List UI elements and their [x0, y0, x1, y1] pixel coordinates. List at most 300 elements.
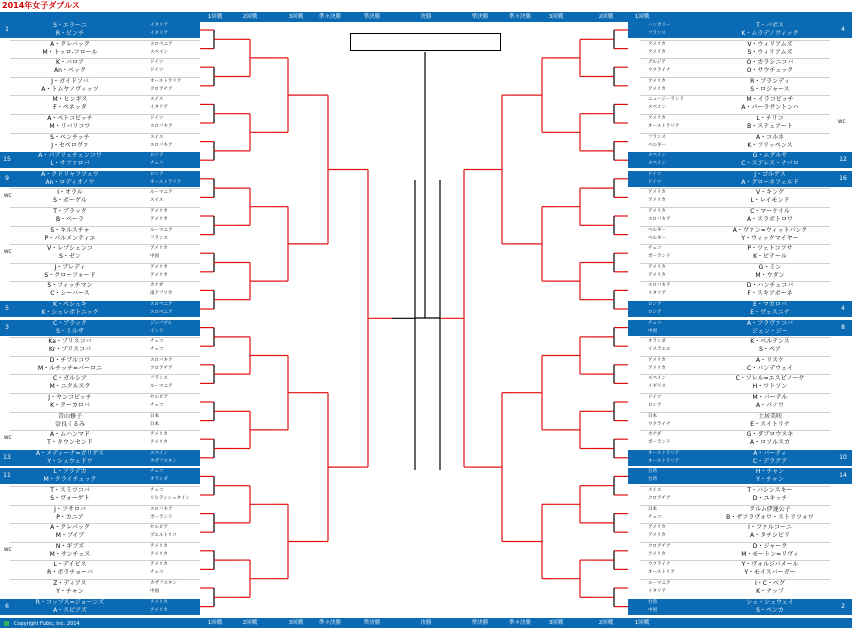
player-name: ジェン・ジー	[752, 327, 788, 335]
player-country: ドイツ	[648, 171, 662, 177]
player-name: V・レプシェンコ	[47, 245, 93, 253]
seed-number: 16	[839, 174, 847, 182]
player-country: アメリカ	[648, 525, 666, 531]
player-name: K・ペシュキ	[53, 301, 87, 308]
player-name: C・デラクア	[752, 457, 788, 465]
player-name: S・ベンチッチ	[50, 133, 90, 141]
player-country: クロアチア	[150, 365, 173, 371]
player-country: ロシア	[648, 403, 662, 408]
seed-number: 4	[841, 305, 845, 312]
player-country: スペイン	[648, 161, 666, 167]
player-country: アメリカ	[150, 246, 168, 252]
player-name: J・ブレディ	[54, 263, 86, 271]
player-country: ベルギー	[648, 142, 666, 148]
round-label-right: 2回戦	[598, 14, 614, 20]
player-country: インド	[150, 328, 164, 334]
player-country: アメリカ	[648, 41, 666, 47]
player-country: アメリカ	[150, 272, 168, 278]
player-country: スロバキア	[150, 357, 173, 363]
player-name: C・ガルシア	[52, 375, 88, 383]
player-country: スペイン	[648, 153, 666, 159]
player-name: K・フリッペンス	[747, 141, 793, 149]
player-name: M・ニクルスク	[49, 383, 91, 391]
player-country: ポーランド	[150, 514, 173, 520]
player-country: ウクライナ	[648, 68, 671, 74]
wildcard-label: WC	[4, 547, 12, 553]
player-name: M・クライチェック	[43, 476, 97, 484]
player-country: フランス	[150, 235, 168, 241]
player-name: K・ムラデノヴィック	[741, 30, 799, 37]
player-name: M・トッロ-フロール	[42, 48, 98, 56]
player-country: ベルギー	[648, 227, 666, 233]
round-label-left: 準々決勝	[318, 14, 342, 20]
player-country: ドイツ	[648, 179, 662, 185]
player-name: A・スラボトロワ	[746, 216, 794, 223]
player-name: A・タチシビリ	[750, 532, 790, 540]
player-name: B・ザフラヴォワ・ストリツォワ	[726, 513, 814, 521]
player-country: グルジア	[648, 60, 666, 66]
player-country: ドイツ	[648, 395, 662, 400]
player-country: アメリカ	[648, 533, 666, 539]
player-country: ポーランド	[648, 254, 671, 260]
player-name: 奈良くるみ	[54, 420, 85, 428]
player-country: アメリカ	[150, 432, 168, 438]
player-name: A・ペトコビッチ	[47, 115, 93, 122]
round-label-left: 2回戦	[242, 620, 258, 626]
player-country: ルーマニア	[648, 581, 671, 586]
player-name: A・メディーナ=ガリゲス	[35, 449, 105, 457]
seed-number: 15	[3, 156, 11, 164]
player-name: S・キルスチャ	[50, 226, 90, 234]
player-name: T・バボス	[756, 22, 784, 29]
champion-box	[350, 33, 501, 51]
round-label-left: 2回戦	[242, 14, 258, 20]
player-country: ルーマニア	[150, 190, 173, 196]
player-country: チェコ	[648, 514, 662, 520]
player-name: Y・ヴォルジバメール	[741, 561, 799, 569]
round-label-right: 1回戦	[634, 14, 650, 20]
player-country: ロシア	[150, 171, 164, 177]
player-country: アメリカ	[150, 264, 168, 270]
player-name: M・ブイブ	[55, 532, 85, 540]
player-name: T・タウンセンド	[47, 439, 93, 447]
player-name: G・ミン	[758, 263, 782, 271]
player-name: R・ビンチ	[55, 30, 85, 37]
player-country: チェコ	[648, 320, 662, 326]
player-name: B・ベーラ	[55, 216, 85, 223]
player-country: オーストラリア	[150, 179, 182, 185]
player-name: Ka・プリスコバ	[48, 338, 92, 346]
player-country: カザフスタン	[150, 581, 177, 586]
player-country: アメリカ	[150, 599, 168, 605]
player-name: S・ボーゲル	[53, 197, 87, 205]
player-name: M・サンチェス	[49, 550, 91, 558]
wildcard-label: WC	[4, 194, 12, 200]
round-label-left: 3回戦	[288, 620, 304, 626]
player-country: ロシア	[648, 302, 662, 307]
player-name: Z・ディアス	[53, 580, 87, 587]
player-country: クロアチア	[648, 543, 671, 549]
player-name: S・ロジャース	[750, 85, 790, 93]
player-name: C・バンデウェイ	[747, 364, 793, 372]
player-country: アメリカ	[150, 209, 168, 214]
player-country: イタリア	[150, 105, 168, 111]
player-name: C・ブラック	[52, 319, 88, 327]
player-name: F・ペネッタ	[53, 104, 87, 112]
player-name: M・ウダン	[755, 271, 785, 279]
player-country: カザフスタン	[150, 458, 177, 464]
player-name: V・キング	[756, 189, 784, 197]
player-name: A・パブリュチェンコワ	[38, 152, 102, 160]
player-name: J・ガイドソバ	[51, 77, 89, 85]
player-country: スペイン	[648, 376, 666, 382]
seed-number: 13	[3, 453, 11, 461]
player-name: A・スピアズ	[53, 606, 87, 614]
player-country: スイス	[648, 488, 662, 493]
player-country: アメリカ	[648, 272, 666, 278]
player-country: アメリカ	[648, 78, 666, 84]
player-name: I・ファルコーニ	[748, 524, 792, 532]
player-country: チェコ	[150, 339, 164, 345]
player-name: A・ロソルスカ	[750, 439, 790, 447]
player-country: 日本	[648, 506, 657, 512]
player-name: K・クーカロバ	[50, 402, 90, 409]
player-country: チェコ	[150, 161, 164, 167]
player-name: J・ゴルゲス	[754, 170, 786, 178]
player-name: T・スミツコバ	[50, 487, 90, 494]
player-country: オーストラリア	[648, 124, 680, 129]
seed-number: 3	[5, 323, 9, 331]
player-country: チェコ	[150, 469, 164, 475]
player-name: D・ハンチュコバ	[746, 282, 794, 290]
player-country: ルーマニア	[150, 227, 173, 233]
player-name: G・ムグルサ	[752, 152, 788, 160]
player-country: スイス	[150, 134, 164, 140]
player-name: L・サファロバ	[50, 160, 90, 168]
player-name: クルム伊達公子	[749, 505, 791, 513]
seed-number: 12	[839, 156, 847, 164]
player-country: オーストラリア	[150, 78, 182, 84]
player-name: Y・チャン	[56, 588, 84, 595]
player-name: T・バシンスキー	[747, 487, 793, 494]
player-name: P・カニア	[56, 513, 84, 521]
player-name: K・ベルテンス	[750, 338, 790, 346]
player-name: Kr・プリスコバ	[48, 346, 92, 354]
seed-number: 10	[839, 453, 847, 461]
player-name: シェ・シュウェイ	[746, 598, 794, 606]
player-name: E・ヴェスニナ	[750, 309, 790, 316]
player-name: Y・チャン	[756, 476, 784, 484]
player-country: チェコ	[648, 246, 662, 252]
player-name: S・ペンカ	[756, 606, 784, 614]
player-country: イタリア	[648, 291, 666, 297]
player-country: スロベニア	[150, 310, 173, 315]
round-label-left: 準決勝	[363, 14, 381, 20]
player-country: 台湾	[648, 469, 657, 475]
player-name: D・ユキッチ	[752, 495, 788, 502]
round-label-final: 決勝	[420, 620, 432, 626]
player-country: 日本	[648, 413, 657, 419]
player-country: 中国	[150, 589, 159, 594]
player-name: Y・ウィックマイヤー	[741, 234, 799, 242]
player-name: Y・シュウェドワ	[47, 457, 93, 465]
player-name: Y・モイスバーガー	[744, 569, 796, 577]
wildcard-label: WC	[4, 250, 12, 256]
player-name: S・エラーニ	[53, 22, 87, 29]
player-country: フランス	[648, 134, 666, 140]
player-country: ポーランド	[648, 440, 671, 446]
player-name: D・チブルコワ	[49, 356, 91, 364]
round-label-right: 準決勝	[471, 620, 489, 626]
player-name: A・トムヤノヴィッツ	[41, 85, 99, 93]
player-name: A・ヴァン=ウィットバンク	[732, 226, 808, 234]
seed-number: 5	[5, 305, 9, 312]
player-country: ハンガリー	[648, 23, 671, 28]
seed-number: 4	[841, 26, 845, 33]
player-name: S・ペア	[759, 346, 781, 354]
player-country: アメリカ	[648, 198, 666, 204]
round-label-right: 準々決勝	[508, 620, 532, 626]
player-name: L・チリコ	[756, 115, 784, 122]
player-country: アメリカ	[150, 551, 168, 557]
player-country: セルビア	[150, 525, 168, 531]
player-country: カナダ	[150, 283, 164, 289]
player-name: S・クローフォード	[44, 271, 96, 279]
player-country: ウクライナ	[648, 562, 671, 568]
player-name: T・ブラック	[53, 208, 87, 215]
player-name: H・ワトソン	[752, 383, 788, 391]
player-name: A・コルネ	[756, 133, 784, 141]
player-country: ウクライナ	[648, 421, 671, 427]
player-country: 中国	[648, 607, 657, 613]
player-name: 土居美咲	[757, 412, 782, 420]
seed-number: 8	[841, 323, 845, 331]
player-country: アメリカ	[648, 551, 666, 557]
player-name: C・ソレル=エスピノーサ	[735, 375, 805, 383]
player-name: An・ロディオノワ	[45, 178, 95, 186]
player-name: K・シュレボトニック	[41, 309, 99, 316]
player-name: K・ナップ	[756, 588, 784, 595]
round-label-right: 準決勝	[471, 14, 489, 20]
player-name: M・バーテル	[752, 394, 788, 401]
seed-number: 6	[5, 602, 9, 610]
player-country: オーストラリア	[648, 458, 680, 464]
player-country: スイス	[150, 97, 164, 103]
player-country: ロシア	[150, 153, 164, 159]
player-name: H・チャン	[755, 468, 785, 476]
round-label-left: 準々決勝	[318, 620, 342, 626]
wildcard-label: WC	[838, 120, 846, 125]
player-country: アメリカ	[150, 543, 168, 549]
player-name: L・レイモンド	[750, 197, 790, 205]
player-name: R・コップス=ジョーンズ	[35, 598, 105, 606]
round-label-right: 3回戦	[548, 14, 564, 20]
round-label-right: 1回戦	[634, 620, 650, 626]
player-country: チェコ	[150, 488, 164, 493]
player-country: 南アフリカ	[150, 291, 173, 297]
player-country: イスラエル	[648, 347, 671, 353]
player-country: アメリカ	[648, 365, 666, 371]
player-country: イタリア	[150, 31, 168, 36]
player-country: ベルギー	[648, 235, 666, 241]
round-label-final: 決勝	[420, 14, 432, 20]
round-label-left: 1回戦	[207, 620, 223, 626]
player-name: D・ジャーク	[752, 542, 788, 550]
player-country: スロバキア	[150, 506, 173, 512]
page-title: 2014年女子ダブルス	[2, 1, 80, 10]
player-country: アメリカ	[648, 86, 666, 92]
round-label-left: 3回戦	[288, 14, 304, 20]
player-name: E・スイトリナ	[750, 420, 790, 428]
player-country: アメリカ	[648, 357, 666, 363]
player-name: P・パルメンティエ	[44, 234, 96, 242]
player-country: ニュージーランド	[648, 97, 684, 103]
player-country: アメリカ	[648, 209, 666, 214]
player-country: ロシア	[648, 310, 662, 315]
player-country: スロバキア	[150, 124, 173, 129]
player-country: チェコ	[150, 347, 164, 353]
player-country: オランダ	[150, 477, 168, 483]
player-name: M・イラコビッチ	[746, 96, 794, 104]
player-name: N・ギブズ	[55, 542, 85, 550]
player-country: セルビア	[150, 395, 168, 400]
player-name: A・ムハンマド	[49, 431, 91, 439]
wildcard-label: WC	[4, 436, 12, 442]
player-name: O・カラシニコバ	[746, 59, 794, 67]
player-name: K・バロア	[56, 59, 84, 67]
player-name: O・サウチュック	[746, 67, 794, 75]
player-country: アメリカ	[648, 264, 666, 270]
player-name: A・クレバック	[50, 40, 90, 48]
player-country: イタリア	[150, 23, 168, 28]
copyright-text: Copyright Fubic, Inc. 2014	[14, 621, 80, 627]
player-country: スロバキア	[150, 142, 173, 148]
player-name: L・フラデカ	[53, 468, 87, 476]
player-name: S・フィッチマン	[47, 282, 93, 290]
round-label-right: 準々決勝	[508, 14, 532, 20]
player-name: L・デイビス	[53, 561, 87, 569]
player-country: 日本	[150, 421, 159, 427]
player-name: J・セペロヴァ	[51, 141, 89, 149]
player-country: スロベニア	[150, 41, 173, 47]
player-country: ルーマニア	[150, 384, 173, 390]
player-name: M・ヒンギス	[52, 96, 88, 104]
player-name: B・ステュアート	[747, 123, 793, 130]
player-name: S・ウィリアムズ	[747, 48, 793, 56]
round-label-left: 1回戦	[207, 14, 223, 20]
player-country: スペイン	[150, 450, 168, 456]
player-country: 日本	[150, 413, 159, 419]
player-name: 青山修子	[57, 412, 82, 420]
player-name: A・パノワ	[755, 402, 785, 409]
seed-number: 9	[5, 174, 9, 182]
round-label-right: 2回戦	[598, 620, 614, 626]
round-label-left: 準決勝	[363, 620, 381, 626]
player-country: スペイン	[648, 105, 666, 111]
player-country: ドイツ	[150, 116, 164, 121]
player-country: クロアチア	[150, 86, 173, 92]
player-country: アメリカ	[150, 562, 168, 568]
player-name: M・ルチッチ=バーロニ	[37, 364, 103, 372]
player-country: スロベニア	[150, 302, 173, 307]
seed-number: 1	[5, 26, 9, 33]
player-name: A・クドリャフツェワ	[41, 170, 99, 178]
player-country: スペイン	[150, 49, 168, 55]
player-country: アメリカ	[150, 607, 168, 613]
player-country: イタリア	[648, 589, 666, 594]
player-country: ドイツ	[150, 60, 164, 66]
player-name: F・スキアボーネ	[747, 290, 793, 298]
player-name: S・ミルザ	[56, 327, 84, 335]
player-country: イギリス	[648, 384, 666, 390]
player-name: I・オラル	[57, 189, 83, 197]
player-name: M・リバリコワ	[49, 123, 91, 130]
player-name: A・クレパック	[50, 524, 90, 532]
player-country: オーストラリア	[648, 450, 680, 456]
player-name: R・ボラチョーバ	[47, 569, 93, 577]
player-country: オランダ	[648, 339, 666, 345]
player-country: 中国	[648, 328, 657, 334]
player-country: 台湾	[648, 477, 657, 483]
player-country: カナダ	[648, 432, 662, 438]
player-name: R・ブランディ	[750, 77, 790, 85]
player-name: C・シーバース	[50, 290, 90, 298]
player-name: S・ヴォーゲト	[50, 495, 90, 502]
seed-number: 11	[3, 472, 11, 480]
player-name: J・フサロバ	[54, 505, 86, 513]
player-country: スイス	[150, 198, 164, 204]
player-name: M・モートン=リヴィ	[741, 550, 799, 558]
player-name: C・マーケイル	[750, 208, 790, 215]
player-name: A・リスケ	[756, 356, 784, 364]
player-name: A・グローネフェルド	[741, 178, 799, 186]
player-country: アメリカ	[648, 49, 666, 55]
player-name: A・フラヴァコバ	[746, 319, 794, 327]
player-name: An・ベック	[54, 67, 86, 75]
player-country: リヒテンシュタイン	[150, 496, 190, 501]
player-country: プエルトリコ	[150, 533, 177, 539]
player-name: C・スアレス・ナバロ	[741, 160, 799, 168]
player-name: P・ツェトコフサ	[747, 245, 793, 253]
seed-number: 2	[841, 602, 845, 610]
player-country: アメリカ	[150, 217, 168, 222]
player-name: E・マカロバ	[753, 301, 787, 308]
player-country: チェコ	[150, 570, 164, 576]
player-country: 台湾	[648, 599, 657, 605]
player-name: K・ビテール	[753, 253, 787, 261]
player-country: アメリカ	[150, 440, 168, 446]
player-name: I・C・ベグ	[755, 580, 785, 587]
player-country: フランス	[648, 31, 666, 36]
player-country: アメリカ	[648, 190, 666, 196]
player-country: スロバキア	[648, 283, 671, 289]
player-country: チェコ	[150, 403, 164, 408]
round-label-right: 3回戦	[548, 620, 564, 626]
player-country: ジンバブエ	[150, 320, 172, 326]
seed-number: 14	[839, 472, 847, 480]
player-name: S・ゼン	[59, 253, 81, 261]
player-name: J・ヤンコビッチ	[48, 394, 92, 401]
player-name: A・パーラサントンハ	[741, 104, 799, 112]
player-name: G・ダブロウスキ	[746, 431, 794, 439]
player-country: ドイツ	[150, 68, 164, 74]
player-country: フランス	[150, 376, 168, 382]
player-country: スロバキア	[648, 217, 671, 222]
player-country: オーストリア	[648, 570, 675, 576]
player-country: アメリカ	[648, 116, 666, 121]
player-country: 中国	[150, 254, 159, 260]
player-country: クロアチア	[648, 496, 671, 501]
